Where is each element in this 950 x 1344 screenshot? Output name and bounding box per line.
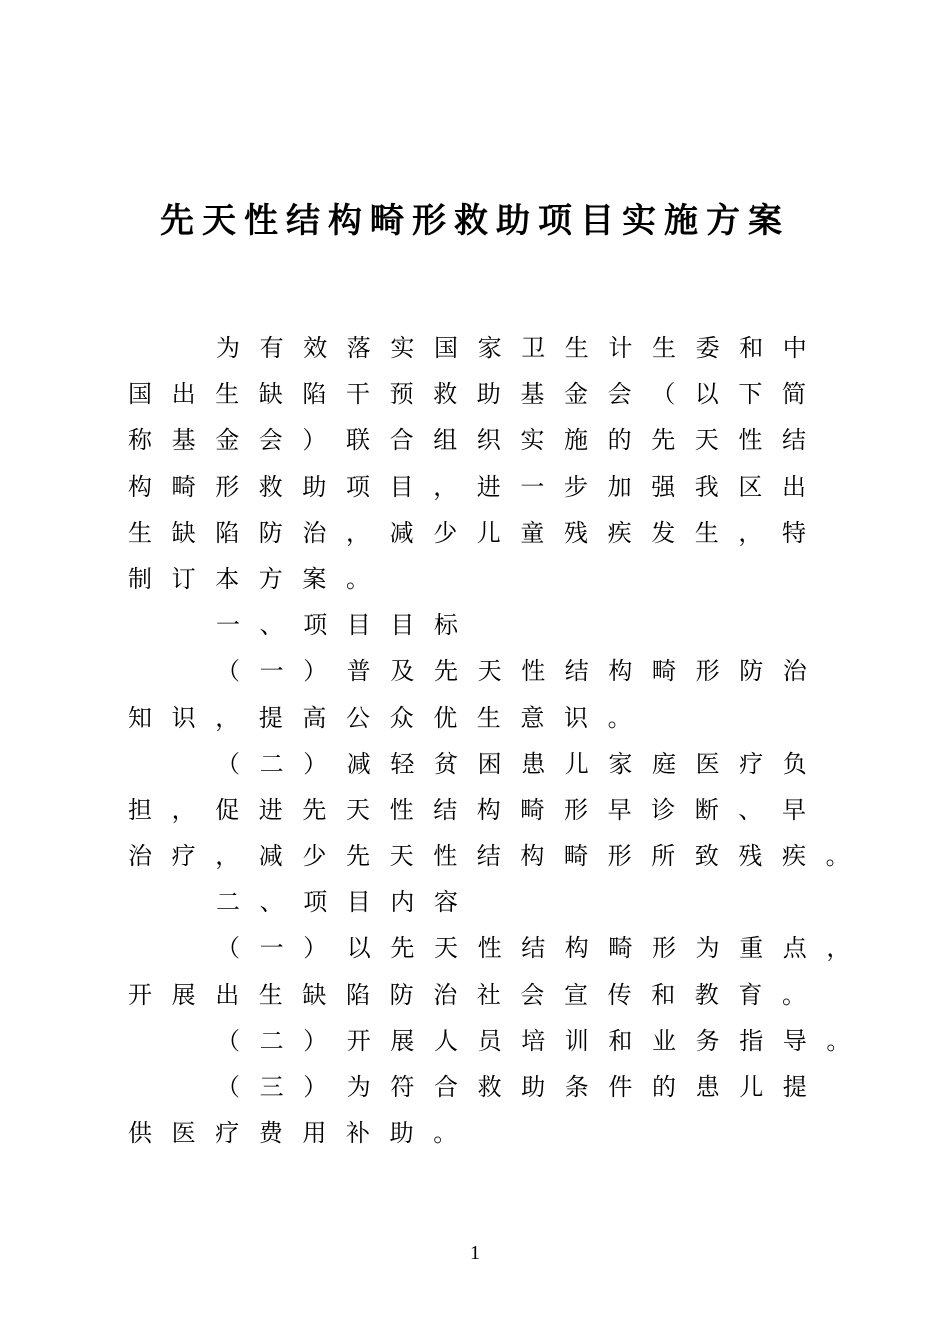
section-heading: 二、项目内容 <box>216 888 478 917</box>
paragraph-line: （一）以先天性结构畸形为重点， <box>216 934 870 963</box>
paragraph-line: （一）普及先天性结构畸形防治 <box>216 657 827 686</box>
paragraph-line: 制订本方案。 <box>128 564 390 593</box>
paragraph-line: 开展出生缺陷防治社会宣传和教育。 <box>128 980 826 1009</box>
page-number: 1 <box>470 1242 480 1264</box>
paragraph-line: 供医疗费用补助。 <box>128 1119 477 1148</box>
paragraph-line: 知识，提高公众优生意识。 <box>128 703 652 732</box>
paragraph-line: 生缺陷防治，减少儿童残疾发生，特 <box>128 518 826 547</box>
paragraph-line: 治疗，减少先天性结构畸形所致残疾。 <box>128 842 870 871</box>
paragraph-line: 构畸形救助项目，进一步加强我区出 <box>128 472 826 501</box>
paragraph-line: （二）减轻贫困患儿家庭医疗负 <box>216 749 827 778</box>
paragraph-line: 担，促进先天性结构畸形早诊断、早 <box>128 795 826 824</box>
section-heading: 一、项目目标 <box>216 611 478 640</box>
paragraph-line: 称基金会）联合组织实施的先天性结 <box>128 426 826 455</box>
document-title: 先天性结构畸形救助项目实施方案 <box>160 201 790 241</box>
document-body <box>128 325 870 1156</box>
paragraph-line: （二）开展人员培训和业务指导。 <box>216 1026 870 1055</box>
paragraph-line: 为有效落实国家卫生计生委和中 <box>216 334 827 362</box>
paragraph-line: （三）为符合救助条件的患儿提 <box>216 1073 827 1101</box>
paragraph-line: 国出生缺陷干预救助基金会（以下简 <box>128 380 826 409</box>
